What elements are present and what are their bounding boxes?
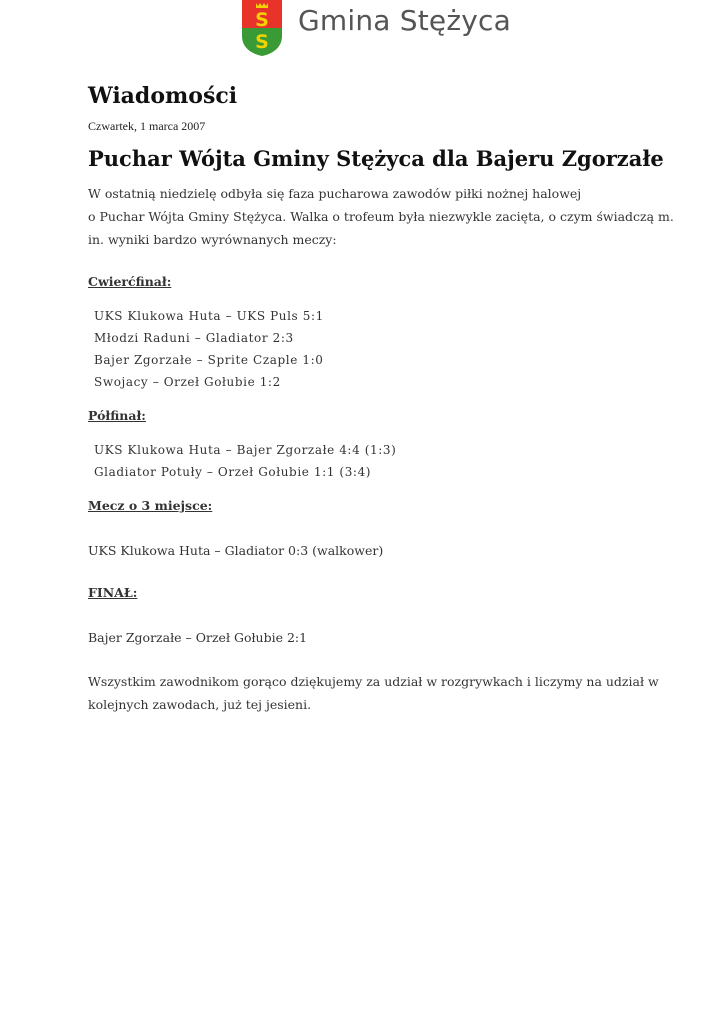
- quarterfinal-results: [94, 305, 648, 393]
- intro-line: W ostatnią niedzielę odbyła się faza pucharowa zawodów piłki nożnej halowej: [88, 186, 582, 201]
- third-place-result: UKS Klukowa Huta – Gladiator 0:3 (walkower): [88, 543, 384, 558]
- semifinal-results: [94, 439, 648, 483]
- quarterfinal-heading: Cwierćfinał:: [88, 274, 172, 289]
- intro-line: o Puchar Wójta Gminy Stężyca. Walka o trofeum była niezwykle zacięta, o czym świadczą m.: [88, 209, 674, 224]
- coat-of-arms-logo[interactable]: [240, 0, 284, 56]
- closing-line: kolejnych zawodach, już tej jesieni.: [88, 697, 312, 712]
- section-title: Wiadomości: [88, 83, 238, 109]
- closing-line: Wszystkim zawodnikom gorąco dziękujemy za udział w rozgrywkach i liczymy na udział w: [88, 674, 659, 689]
- match-result: Swojacy – Orzeł Gołubie 1:2: [94, 375, 281, 389]
- site-header: [0, 0, 725, 62]
- article-intro: [88, 182, 674, 251]
- site-brand-name[interactable]: Gmina Stężyca: [298, 4, 511, 37]
- match-result: UKS Klukowa Huta – UKS Puls 5:1: [94, 309, 324, 323]
- crest-letter-top: S: [255, 9, 269, 31]
- third-place-heading: Mecz o 3 miejsce:: [88, 498, 213, 513]
- final-heading: FINAŁ:: [88, 585, 138, 600]
- match-result: UKS Klukowa Huta – Bajer Zgorzałe 4:4 (1:3): [94, 443, 397, 457]
- article-date: Czwartek, 1 marca 2007: [88, 119, 206, 133]
- intro-line: in. wyniki bardzo wyrównanych meczy:: [88, 232, 337, 247]
- article-closing: [88, 670, 659, 716]
- match-result: Młodzi Raduni – Gladiator 2:3: [94, 331, 294, 345]
- crest-letter-bottom: S: [255, 31, 269, 53]
- article-title: Puchar Wójta Gminy Stężyca dla Bajeru Zgorzałe: [88, 146, 664, 171]
- semifinal-heading: Półfinał:: [88, 408, 146, 423]
- final-result: Bajer Zgorzałe – Orzeł Gołubie 2:1: [88, 630, 308, 645]
- main-content: [88, 80, 674, 716]
- match-result: Bajer Zgorzałe – Sprite Czaple 1:0: [94, 353, 324, 367]
- match-result: Gladiator Potuły – Orzeł Gołubie 1:1 (3:4): [94, 465, 372, 479]
